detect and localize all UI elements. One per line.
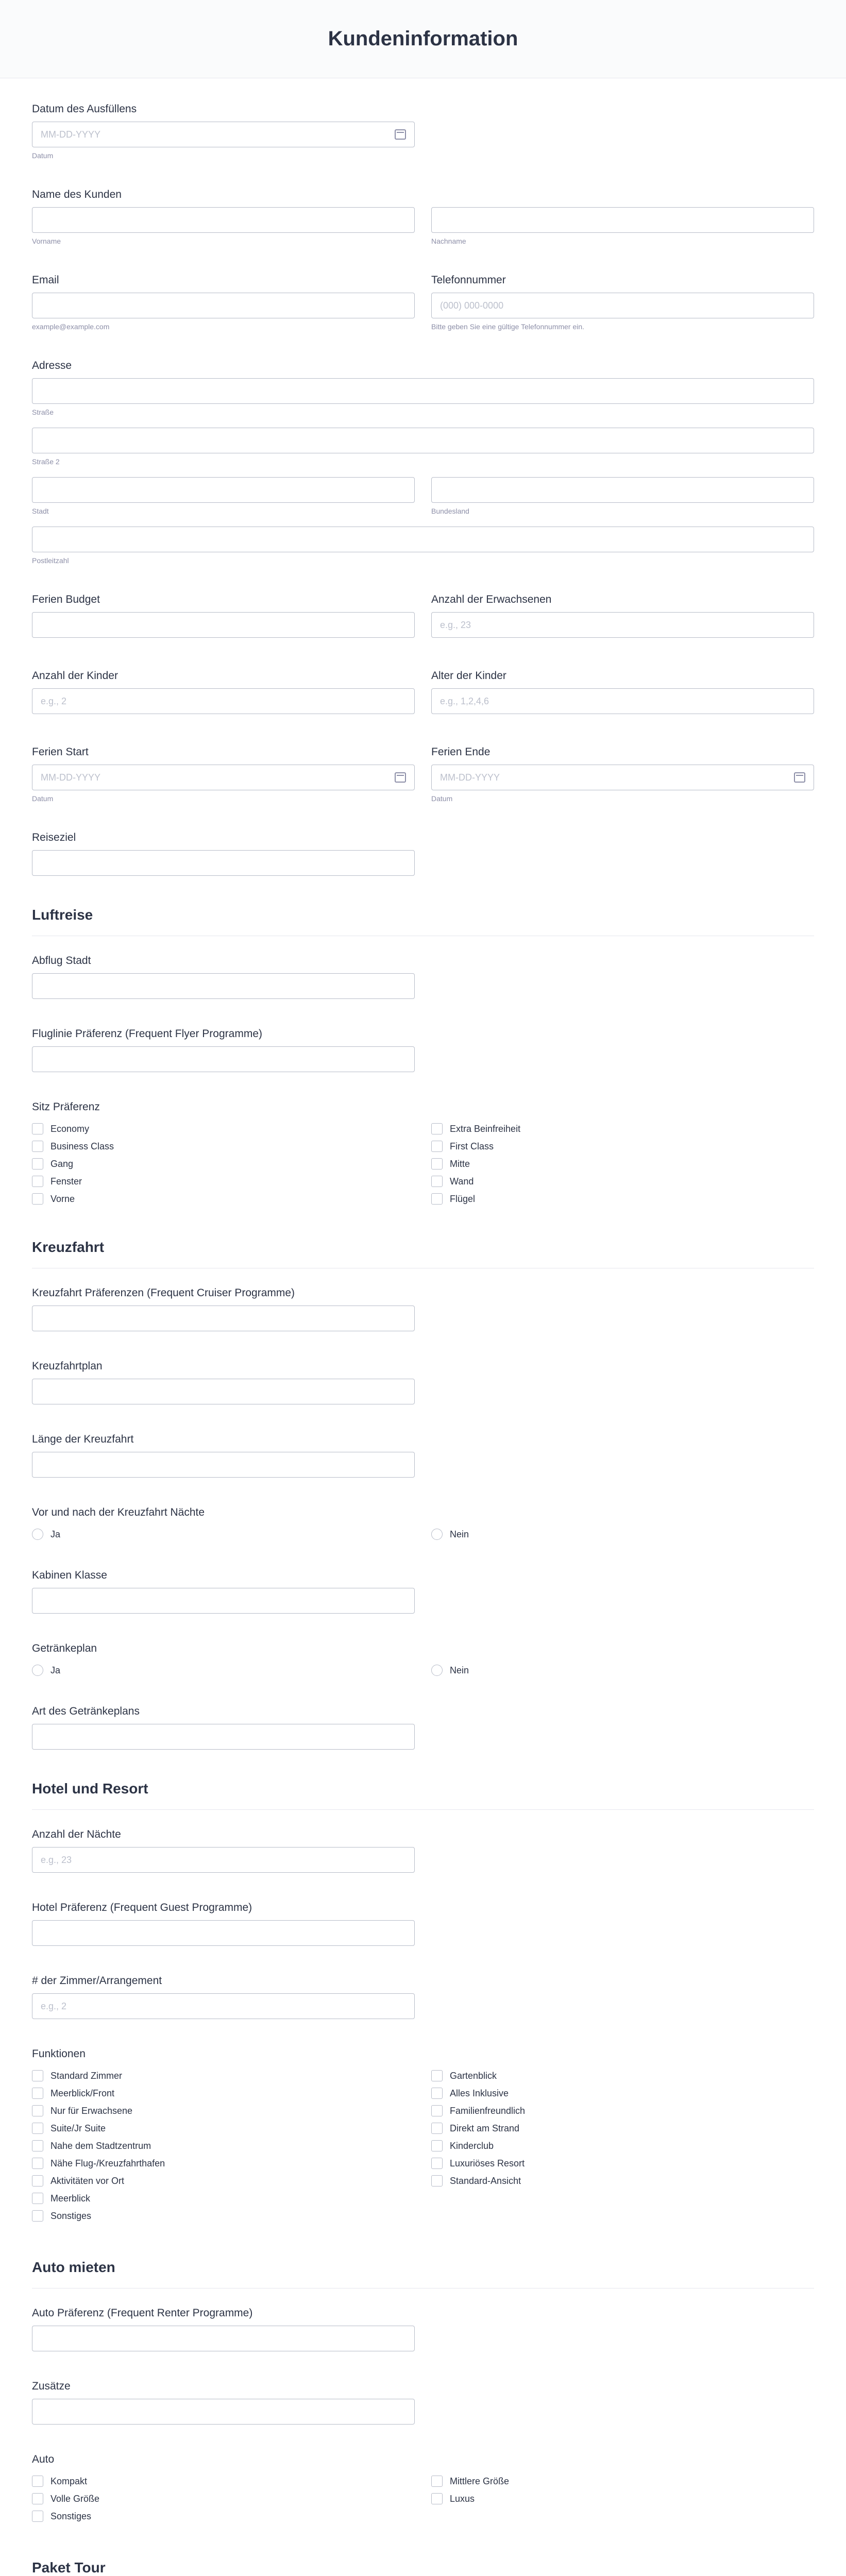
- radio-option-no[interactable]: Nein: [431, 1528, 814, 1540]
- radio-button[interactable]: [431, 1665, 443, 1676]
- rooms-input[interactable]: [32, 1993, 415, 2019]
- hotel-pref-field: [32, 1902, 814, 1946]
- address-field: [32, 360, 814, 565]
- airline-field: [32, 1028, 814, 1072]
- cruise-plan-field: [32, 1360, 814, 1404]
- destination-input[interactable]: [32, 850, 415, 876]
- phone-placeholder: (000) 000-0000: [440, 300, 504, 311]
- car-type-field: [32, 2453, 814, 2522]
- children-input[interactable]: [32, 688, 415, 714]
- cruise-pref-field: [32, 1287, 814, 1331]
- date-placeholder: MM-DD-YYYY: [41, 129, 100, 140]
- radio-option-no[interactable]: Nein: [431, 1664, 814, 1676]
- feature-option[interactable]: Gartenblick: [431, 2070, 814, 2082]
- checkbox[interactable]: [431, 2476, 443, 2487]
- checkbox[interactable]: [431, 2175, 443, 2187]
- checkbox[interactable]: [32, 1176, 43, 1187]
- cruise-nights-options: [32, 1528, 814, 1540]
- departure-field: [32, 955, 814, 999]
- rooms-placeholder: e.g., 2: [41, 2001, 67, 2011]
- departure-input[interactable]: [32, 973, 415, 999]
- form-header: [0, 0, 846, 78]
- calendar-icon[interactable]: [395, 129, 406, 140]
- section-hotel: Hotel und Resort: [32, 1772, 814, 1810]
- date-input[interactable]: [32, 122, 415, 147]
- checkbox[interactable]: [32, 2210, 43, 2222]
- end-label: Ferien Ende: [431, 746, 490, 758]
- drink-plan-options: [32, 1664, 814, 1676]
- start-sublabel: Datum: [32, 794, 54, 803]
- drink-type-field: [32, 1705, 814, 1750]
- checkbox[interactable]: [32, 1158, 43, 1170]
- children-age-label: Alter der Kinder: [431, 670, 506, 682]
- email-field[interactable]: [32, 293, 415, 318]
- feature-option[interactable]: Nähe Flug-/Kreuzfahrthafen: [32, 2157, 415, 2170]
- budget-label: Ferien Budget: [32, 594, 100, 605]
- feature-option[interactable]: Aktivitäten vor Ort: [32, 2175, 415, 2187]
- name-label: Name des Kunden: [32, 189, 122, 200]
- cabin-field: [32, 1569, 814, 1614]
- car-pref-label: Auto Präferenz (Frequent Renter Programme): [32, 2307, 253, 2319]
- seat-option[interactable]: Vorne: [32, 1193, 415, 1205]
- car-option[interactable]: Sonstiges: [32, 2510, 415, 2522]
- children-age-placeholder: e.g., 1,2,4,6: [440, 696, 489, 706]
- seat-option[interactable]: Gang: [32, 1158, 415, 1170]
- empty-cell: [431, 2510, 814, 2522]
- street2-input[interactable]: [32, 428, 814, 453]
- feature-option[interactable]: Suite/Jr Suite: [32, 2122, 415, 2134]
- form-content: [0, 78, 846, 2576]
- checkbox[interactable]: [431, 2158, 443, 2169]
- departure-label: Abflug Stadt: [32, 955, 91, 967]
- radio-option-yes[interactable]: Ja: [32, 1664, 415, 1676]
- checkbox[interactable]: [32, 2493, 43, 2504]
- checkbox[interactable]: [32, 1193, 43, 1205]
- checkbox[interactable]: [32, 1141, 43, 1152]
- car-type-options: [32, 2475, 814, 2522]
- phone-label: Telefonnummer: [431, 274, 506, 286]
- end-sublabel: Datum: [431, 794, 453, 803]
- hotel-nights-input[interactable]: [32, 1847, 415, 1873]
- airline-input[interactable]: [32, 1046, 415, 1072]
- seat-option[interactable]: Mitte: [431, 1158, 814, 1170]
- car-type-label: Auto: [32, 2453, 55, 2465]
- hotel-nights-label: Anzahl der Nächte: [32, 1828, 121, 1840]
- checkbox[interactable]: [431, 2123, 443, 2134]
- street2-sublabel: Straße 2: [32, 457, 60, 466]
- last-name-input[interactable]: [431, 207, 814, 233]
- feature-option[interactable]: Standard Zimmer: [32, 2070, 415, 2082]
- adults-input[interactable]: [431, 612, 814, 638]
- section-air-travel: Luftreise: [32, 899, 814, 936]
- checkbox[interactable]: [32, 2140, 43, 2151]
- section-package-tour: Paket Tour: [32, 2551, 814, 2576]
- email-sublabel: example@example.com: [32, 323, 110, 331]
- car-option[interactable]: Luxus: [431, 2493, 814, 2505]
- cruise-nights-field: [32, 1506, 814, 1540]
- feature-option[interactable]: Meerblick/Front: [32, 2087, 415, 2099]
- email-label: Email: [32, 274, 59, 286]
- destination-label: Reiseziel: [32, 832, 76, 843]
- checkbox[interactable]: [431, 1193, 443, 1205]
- extras-field: [32, 2380, 814, 2425]
- state-input[interactable]: [431, 477, 814, 503]
- section-cruise: Kreuzfahrt: [32, 1231, 814, 1268]
- checkbox[interactable]: [32, 2088, 43, 2099]
- features-label: Funktionen: [32, 2048, 86, 2060]
- calendar-icon[interactable]: [794, 772, 805, 783]
- checkbox[interactable]: [431, 2493, 443, 2504]
- hotel-pref-label: Hotel Präferenz (Frequent Guest Programme): [32, 1902, 252, 1913]
- date-field: [32, 103, 814, 160]
- checkbox[interactable]: [32, 2193, 43, 2204]
- checkbox[interactable]: [32, 2070, 43, 2081]
- empty-cell: [431, 2192, 814, 2205]
- rooms-label: # der Zimmer/Arrangement: [32, 1975, 162, 1987]
- date-sublabel: Datum: [32, 151, 54, 160]
- seat-option[interactable]: Wand: [431, 1175, 814, 1188]
- radio-option-yes[interactable]: Ja: [32, 1528, 415, 1540]
- feature-option[interactable]: Standard-Ansicht: [431, 2175, 814, 2187]
- car-option[interactable]: Kompakt: [32, 2475, 415, 2487]
- seat-options: [32, 1123, 814, 1205]
- street-input[interactable]: [32, 378, 814, 404]
- cruise-plan-label: Kreuzfahrtplan: [32, 1360, 103, 1372]
- cabin-label: Kabinen Klasse: [32, 1569, 107, 1581]
- checkbox[interactable]: [431, 1123, 443, 1134]
- cruise-plan-input[interactable]: [32, 1379, 415, 1404]
- hotel-nights-placeholder: e.g., 23: [41, 1854, 72, 1865]
- name-field: [32, 189, 814, 245]
- seat-option[interactable]: First Class: [431, 1140, 814, 1153]
- seat-option[interactable]: Business Class: [32, 1140, 415, 1153]
- car-option[interactable]: Mittlere Größe: [431, 2475, 814, 2487]
- car-pref-input[interactable]: [32, 2326, 415, 2351]
- first-name-input[interactable]: [32, 207, 415, 233]
- calendar-icon[interactable]: [395, 772, 406, 783]
- street-sublabel: Straße: [32, 408, 54, 416]
- features-field: [32, 2048, 814, 2222]
- feature-option[interactable]: Luxuriöses Resort: [431, 2157, 814, 2170]
- car-option[interactable]: Volle Größe: [32, 2493, 415, 2505]
- extras-label: Zusätze: [32, 2380, 71, 2392]
- seat-option[interactable]: Flügel: [431, 1193, 814, 1205]
- adults-placeholder: e.g., 23: [440, 619, 471, 630]
- checkbox[interactable]: [32, 2476, 43, 2487]
- end-date-input[interactable]: [431, 765, 814, 790]
- start-placeholder: MM-DD-YYYY: [41, 772, 100, 783]
- checkbox[interactable]: [431, 1141, 443, 1152]
- phone-sublabel: Bitte geben Sie eine gültige Telefonnummer ein.: [431, 323, 585, 331]
- feature-option[interactable]: Nur für Erwachsene: [32, 2105, 415, 2117]
- budget-row: [32, 594, 814, 638]
- cruise-pref-input[interactable]: [32, 1306, 415, 1331]
- state-sublabel: Bundesland: [431, 507, 469, 515]
- adults-label: Anzahl der Erwachsenen: [431, 594, 552, 605]
- drink-type-input[interactable]: [32, 1724, 415, 1750]
- end-placeholder: MM-DD-YYYY: [440, 772, 500, 783]
- dates-row: [32, 746, 814, 803]
- checkbox[interactable]: [32, 2175, 43, 2187]
- extras-input[interactable]: [32, 2399, 415, 2425]
- hotel-nights-field: [32, 1828, 814, 1873]
- checkbox[interactable]: [431, 1158, 443, 1170]
- checkbox[interactable]: [32, 2105, 43, 2116]
- feature-option[interactable]: Familienfreundlich: [431, 2105, 814, 2117]
- checkbox[interactable]: [32, 2123, 43, 2134]
- zip-input[interactable]: [32, 527, 814, 552]
- date-label: Datum des Ausfüllens: [32, 103, 137, 115]
- feature-option[interactable]: Kinderclub: [431, 2140, 814, 2152]
- checkbox[interactable]: [431, 2088, 443, 2099]
- contact-row: [32, 274, 814, 331]
- start-date-input[interactable]: [32, 765, 415, 790]
- phone-input[interactable]: [431, 293, 814, 318]
- city-sublabel: Stadt: [32, 507, 49, 515]
- destination-field: [32, 832, 814, 876]
- seat-option[interactable]: Extra Beinfreiheit: [431, 1123, 814, 1135]
- cruise-pref-label: Kreuzfahrt Präferenzen (Frequent Cruiser Programme): [32, 1287, 295, 1299]
- checkbox[interactable]: [431, 2140, 443, 2151]
- cruise-length-label: Länge der Kreuzfahrt: [32, 1433, 134, 1445]
- seat-label: Sitz Präferenz: [32, 1101, 100, 1113]
- drink-plan-label: Getränkeplan: [32, 1642, 97, 1654]
- children-label: Anzahl der Kinder: [32, 670, 118, 682]
- seat-option[interactable]: Economy: [32, 1123, 415, 1135]
- radio-button[interactable]: [431, 1529, 443, 1540]
- checkbox[interactable]: [431, 2070, 443, 2081]
- children-placeholder: e.g., 2: [41, 696, 67, 706]
- drink-plan-field: [32, 1642, 814, 1676]
- checkbox[interactable]: [32, 2511, 43, 2522]
- car-pref-field: [32, 2307, 814, 2351]
- airline-label: Fluglinie Präferenz (Frequent Flyer Programme): [32, 1028, 262, 1040]
- drink-type-label: Art des Getränkeplans: [32, 1705, 140, 1717]
- cruise-length-input[interactable]: [32, 1452, 415, 1478]
- children-row: [32, 670, 814, 714]
- radio-button[interactable]: [32, 1529, 43, 1540]
- first-name-sublabel: Vorname: [32, 237, 61, 245]
- empty-cell: [431, 2210, 814, 2222]
- seat-option[interactable]: Fenster: [32, 1175, 415, 1188]
- feature-option[interactable]: Direkt am Strand: [431, 2122, 814, 2134]
- features-options: [32, 2070, 814, 2222]
- children-age-input[interactable]: [431, 688, 814, 714]
- checkbox[interactable]: [32, 1123, 43, 1134]
- feature-option[interactable]: Alles Inklusive: [431, 2087, 814, 2099]
- feature-option[interactable]: Nahe dem Stadtzentrum: [32, 2140, 415, 2152]
- checkbox[interactable]: [32, 2158, 43, 2169]
- cabin-input[interactable]: [32, 1588, 415, 1614]
- checkbox[interactable]: [431, 2105, 443, 2116]
- zip-sublabel: Postleitzahl: [32, 556, 69, 565]
- rooms-field: [32, 1975, 814, 2019]
- cruise-length-field: [32, 1433, 814, 1478]
- feature-option[interactable]: Meerblick: [32, 2192, 415, 2205]
- checkbox[interactable]: [431, 1176, 443, 1187]
- start-label: Ferien Start: [32, 746, 89, 758]
- budget-input[interactable]: [32, 612, 415, 638]
- radio-button[interactable]: [32, 1665, 43, 1676]
- hotel-pref-input[interactable]: [32, 1920, 415, 1946]
- page-title: Kundeninformation: [328, 27, 518, 50]
- cruise-nights-label: Vor und nach der Kreuzfahrt Nächte: [32, 1506, 205, 1518]
- last-name-sublabel: Nachname: [431, 237, 466, 245]
- section-car-rental: Auto mieten: [32, 2251, 814, 2289]
- seat-field: [32, 1101, 814, 1205]
- feature-option[interactable]: Sonstiges: [32, 2210, 415, 2222]
- city-input[interactable]: [32, 477, 415, 503]
- address-label: Adresse: [32, 360, 72, 371]
